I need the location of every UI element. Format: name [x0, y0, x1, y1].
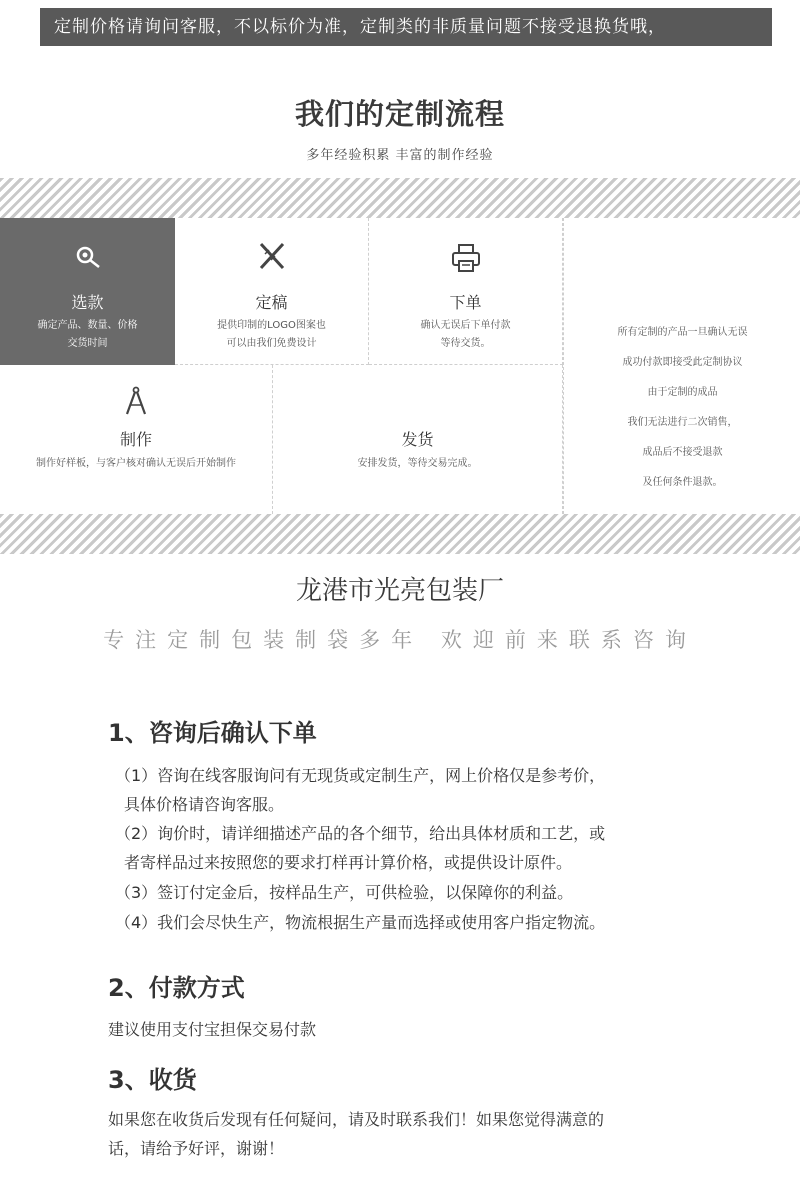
step-ship	[273, 365, 563, 514]
search-icon	[74, 244, 102, 272]
step-desc: 安排发货，等待交易完成。	[357, 458, 478, 469]
section-title-order: 1、咨询后确认下单	[108, 719, 317, 747]
order-step-line: （1）咨询在线客服询问有无现货或定制生产，网上价格仅是参考价，	[115, 766, 606, 785]
order-step-line: （4）我们会尽快生产，物流根据生产量而选择或使用客户指定物流。	[115, 913, 606, 932]
step-name: 下单	[449, 293, 482, 312]
step-name: 选款	[71, 293, 104, 312]
step-desc: 等待交货。	[440, 338, 491, 349]
step-desc: 制作好样板，与客户核对确认无误后开始制作	[36, 458, 236, 469]
process-subtitle: 多年经验积累 丰富的制作经验	[306, 148, 494, 163]
stripe-divider-bottom	[0, 514, 800, 554]
pencil-ruler-icon	[257, 240, 287, 272]
order-step-line: 者寄样品过来按照您的要求打样再计算价格，或提供设计原件。	[124, 853, 573, 872]
company-slogan: 专注定制包装制袋多年 欢迎前来联系咨询	[103, 628, 697, 652]
step-design	[175, 218, 369, 365]
receipt-text: 话，请给予好评，谢谢！	[108, 1139, 285, 1158]
step-desc: 交货时间	[67, 338, 108, 349]
step-select	[0, 218, 175, 365]
policy-line: 由于定制的成品	[647, 387, 718, 398]
step-name: 发货	[401, 430, 434, 449]
stripe-divider-top	[0, 178, 800, 218]
order-step-line: （2）询价时，请详细描述产品的各个细节，给出具体材质和工艺，或	[115, 824, 606, 843]
step-desc: 确认无误后下单付款	[420, 320, 511, 331]
step-order	[369, 218, 563, 365]
policy-line: 所有定制的产品一旦确认无误	[617, 327, 748, 338]
step-produce	[0, 365, 273, 514]
step-desc: 可以由我们免费设计	[226, 338, 317, 349]
step-desc: 确定产品、数量、价格	[37, 320, 138, 331]
policy-line: 及任何条件退款。	[642, 477, 723, 488]
company-name: 龙港市光亮包装厂	[295, 576, 504, 606]
step-name: 制作	[119, 430, 152, 449]
order-step-line: 具体价格请咨询客服。	[124, 795, 285, 814]
step-desc: 提供印制的LOGO图案也	[217, 320, 326, 331]
order-step-line: （3）签订付定金后，按样品生产，可供检验，以保障你的利益。	[115, 883, 574, 902]
printer-icon	[450, 243, 482, 273]
process-title: 我们的定制流程	[294, 97, 505, 131]
step-name: 定稿	[255, 293, 288, 312]
payment-text: 建议使用支付宝担保交易付款	[108, 1020, 317, 1039]
notice-banner: 定制价格请询问客服，不以标价为准，定制类的非质量问题不接受退换货哦，	[40, 8, 772, 46]
policy-line: 我们无法进行二次销售，	[627, 417, 738, 428]
section-title-payment: 2、付款方式	[108, 974, 245, 1002]
section-title-receipt: 3、收货	[108, 1066, 197, 1094]
policy-line: 成品后不接受退款	[642, 447, 723, 458]
receipt-text: 如果您在收货后发现有任何疑问，请及时联系我们！如果您觉得满意的	[108, 1110, 605, 1129]
policy-line: 成功付款即接受此定制协议	[622, 357, 743, 368]
compass-icon	[123, 385, 149, 417]
